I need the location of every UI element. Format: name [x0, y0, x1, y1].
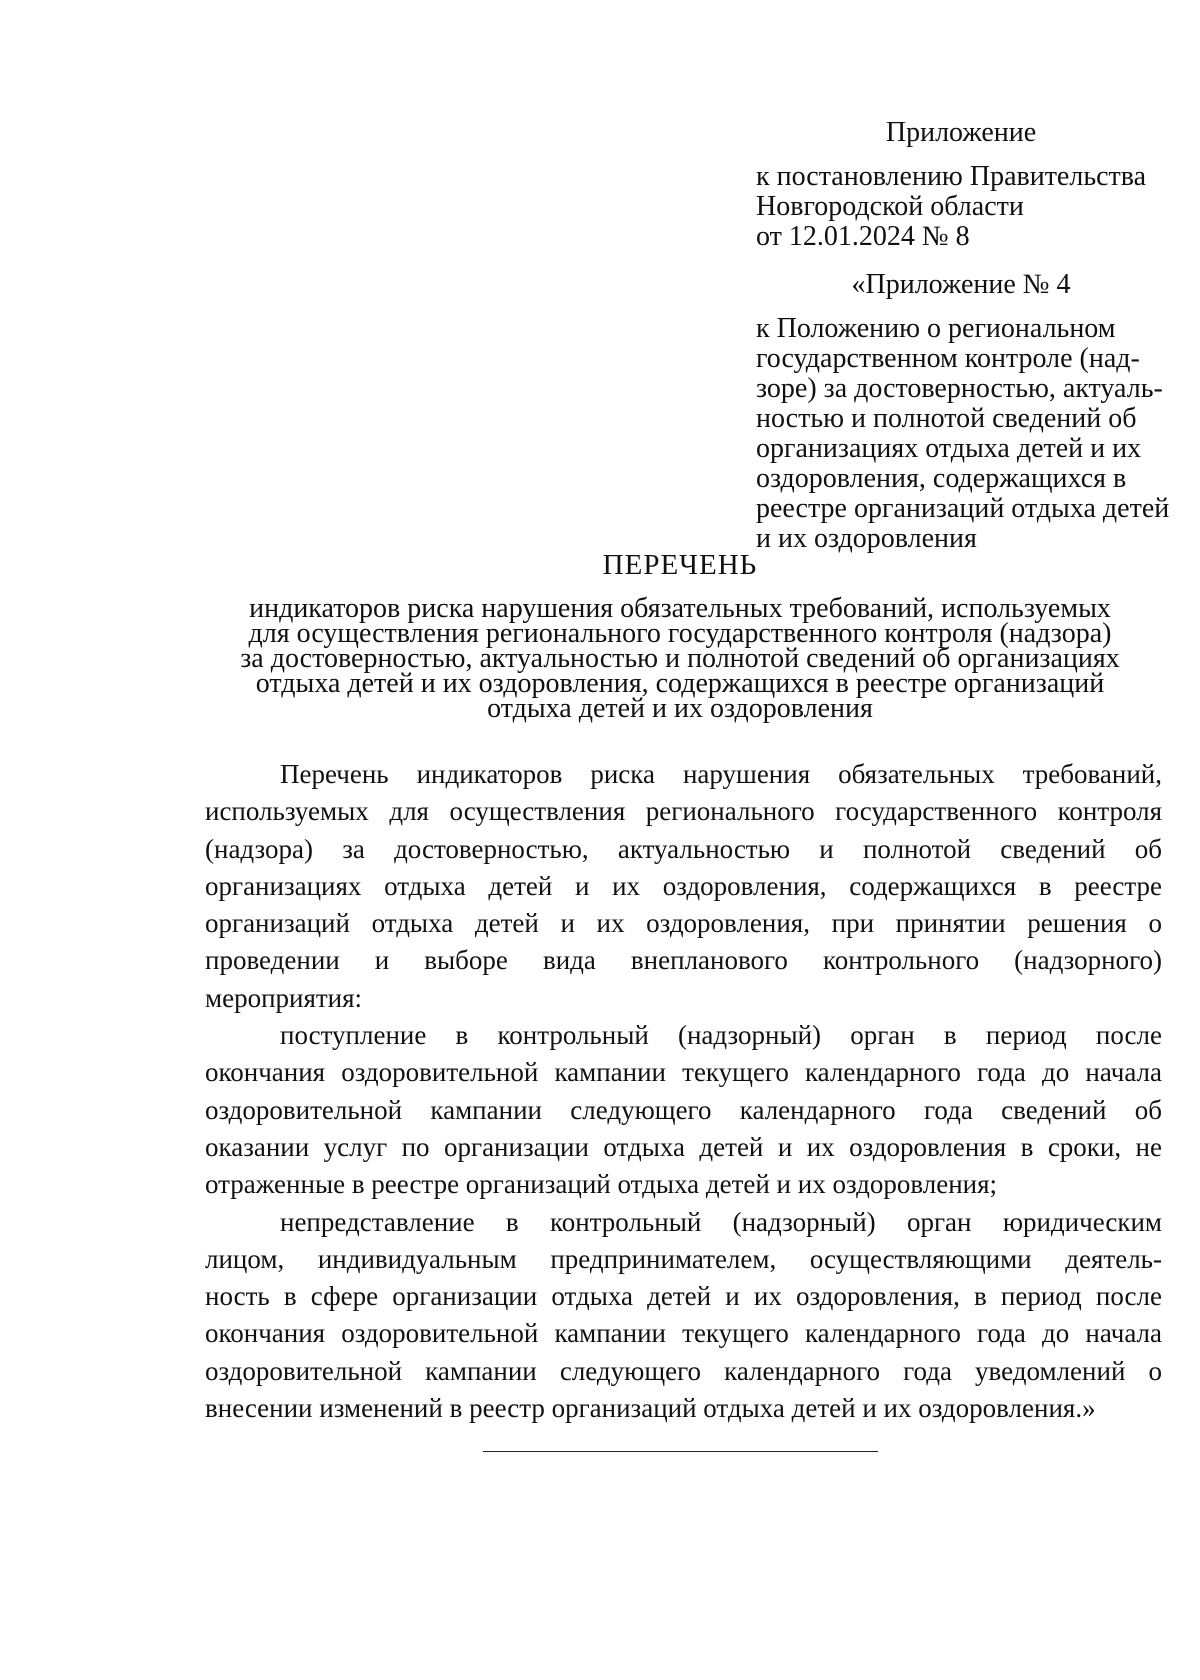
body-line: отраженные в реестре организаций отдыха детей и их оздоровления;: [205, 1169, 998, 1200]
sub-appendix-title: «Приложение № 4: [851, 269, 1071, 300]
body-paragraph-indicator-1: [205, 1017, 1162, 1203]
sub-appendix-line: зоре) за достоверностью, актуаль-: [756, 373, 1163, 404]
body-line: мероприятия:: [205, 982, 363, 1013]
sub-appendix-line: ностью и полнотой сведений об: [756, 403, 1137, 434]
body-line: организациях отдыха детей и их оздоровления, содержащихся в реестре: [205, 870, 1162, 901]
body-paragraph-intro: [205, 756, 1162, 1017]
document-title-block: [200, 549, 1160, 724]
appendix-line: к постановлению Правительства: [756, 161, 1147, 192]
appendix-title: Приложение: [885, 117, 1037, 148]
document-body: [205, 756, 1162, 1427]
title-line: для осуществления регионального государственного контроля (надзора): [248, 618, 1112, 649]
appendix-header: [756, 117, 1170, 554]
document-heading: ПЕРЕЧЕНЬ: [602, 549, 758, 581]
sub-appendix-line: и их оздоровления: [756, 523, 977, 554]
appendix-line: от 12.01.2024 № 8: [756, 221, 970, 252]
body-line: используемых для осуществления регионального государственного контроля: [205, 796, 1162, 827]
title-line: индикаторов риска нарушения обязательных требований, используемых: [249, 593, 1111, 624]
sub-appendix-line: организациях отдыха детей и их: [756, 433, 1142, 464]
appendix-reference: [756, 162, 1166, 252]
body-line: окончания оздоровительной кампании текущего календарного года до начала: [205, 1057, 1162, 1088]
body-line: окончания оздоровительной кампании текущего календарного года до начала: [205, 1318, 1162, 1349]
body-line: непредставление в контрольный (надзорный) орган юридическим: [280, 1206, 1162, 1237]
body-line: оказании услуг по организации отдыха детей и их оздоровления в сроки, не: [205, 1131, 1162, 1162]
sub-appendix-line: реестре организаций отдыха детей: [756, 493, 1170, 524]
body-paragraph-indicator-2: [205, 1204, 1162, 1428]
title-line: за достоверностью, актуальностью и полнотой сведений об организациях: [240, 643, 1120, 674]
sub-appendix-line: государственном контроле (над-: [756, 343, 1140, 374]
sub-appendix-line: к Положению о региональном: [756, 313, 1116, 344]
sub-appendix-line: оздоровления, содержащихся в: [756, 463, 1127, 494]
body-line: ность в сфере организации отдыха детей и их оздоровления, в период после: [205, 1281, 1162, 1312]
body-line: внесении изменений в реестр организаций отдыха детей и их оздоровления.»: [205, 1393, 1096, 1424]
title-line: отдыха детей и их оздоровления, содержащихся в реестре организаций: [255, 668, 1105, 699]
body-line: оздоровительной кампании следующего календарного года сведений об: [205, 1094, 1162, 1125]
body-line: оздоровительной кампании следующего календарного года уведомлений о: [205, 1355, 1162, 1386]
end-separator-line: [483, 1451, 878, 1452]
body-line: проведении и выборе вида внепланового контрольного (надзорного): [205, 945, 1162, 976]
body-line: Перечень индикаторов риска нарушения обязательных требований,: [280, 759, 1162, 789]
appendix-line: Новгородской области: [756, 191, 1024, 222]
body-line: организаций отдыха детей и их оздоровления, при принятии решения о: [205, 908, 1162, 939]
body-line: (надзора) за достоверностью, актуальностью и полнотой сведений об: [205, 833, 1162, 864]
body-line: лицом, индивидуальным предпринимателем, осуществляющими деятель-: [205, 1243, 1162, 1274]
body-line: поступление в контрольный (надзорный) орган в период после: [280, 1020, 1162, 1051]
title-line: отдыха детей и их оздоровления: [487, 693, 873, 724]
sub-appendix-reference: [756, 313, 1170, 554]
